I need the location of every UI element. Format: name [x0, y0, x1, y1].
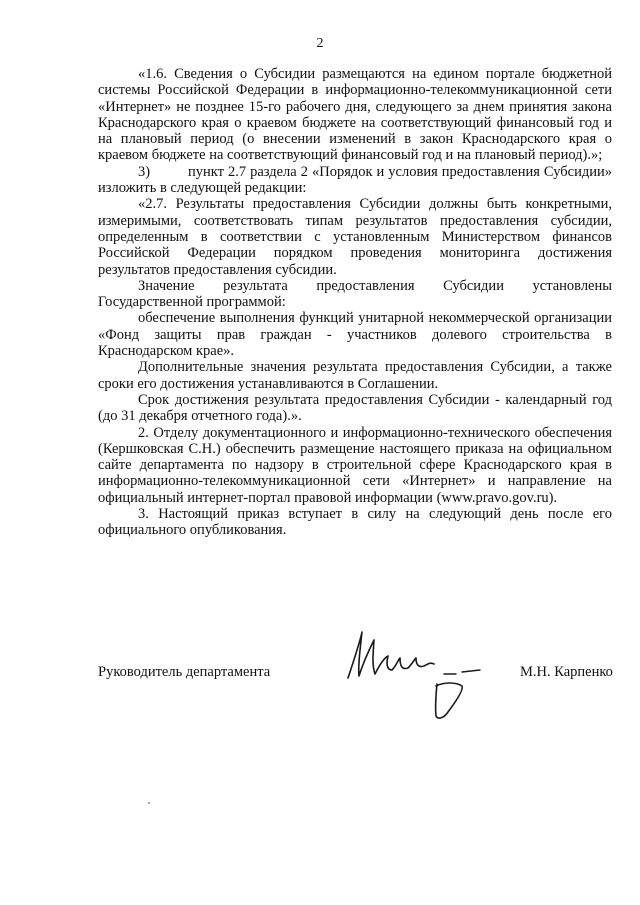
paragraph-2-7: «2.7. Результаты предоставления Субсидии должны быть конкретными, измеримыми, соответствовать типам результатов предоставления субсидии, определенным в соответствии с установленным Министерством финансов Российской Федерации порядком проведения мониторинга достижения результатов предоставления субсидии. — [98, 196, 612, 278]
signatory-position: Руководитель департамента — [98, 664, 271, 680]
paragraph-deadline: Срок достижения результата предоставления Субсидии - календарный год (до 31 декабря отчетного года).». — [98, 391, 612, 425]
paragraph-point-3: 3. Настоящий приказ вступает в силу на следующий день после его официального опубликования. — [98, 506, 612, 539]
item-number: 3) — [138, 163, 151, 180]
scan-speck — [148, 802, 150, 804]
paragraph-point-2: 2. Отделу документационного и информационно-технического обеспечения (Кершковская С.Н.) обеспечить размещение настоящего приказа на официальном сайте департамента по надзору в строительной сфере Краснодарского края в информационно-телекоммуникационной сети «Интернет» и направление на официальный интернет-портал правовой информации (www.pravo.gov.ru). — [98, 424, 612, 506]
paragraph-item-3-text: пункт 2.7 раздела 2 «Порядок и условия предоставления Субсидии» изложить в следующей редакции: — [98, 163, 612, 197]
paragraph-item-3 — [98, 164, 612, 197]
paragraph-result-value: Значение результата предоставления Субсидии установлены Государственной программой: — [98, 277, 612, 311]
page-number: 2 — [316, 36, 324, 51]
paragraph-ensure-functions: обеспечение выполнения функций унитарной некоммерческой организации «Фонд защиты прав граждан - участников долевого строительства в Краснодарском крае». — [98, 310, 612, 360]
signatory-name: М.Н. Карпенко — [520, 664, 613, 680]
handwritten-signature — [340, 620, 500, 720]
paragraph-additional-values: Дополнительные значения результата предоставления Субсидии, а также сроки его достижения устанавливаются в Соглашении. — [98, 359, 612, 392]
paragraph-1-6: «1.6. Сведения о Субсидии размещаются на едином портале бюджетной системы Российской Федерации в информационно-телекоммуникационной сети «Интернет» не позднее 15-го рабочего дня, следующего за днем принятия закона Краснодарского края о краевом бюджете на соответствующий финансовый год и на плановый период (о внесении изменений в закон Краснодарского края о краевом бюджете на соответствующий финансовый год и на плановый период).»; — [98, 66, 612, 164]
document-body — [98, 66, 612, 539]
